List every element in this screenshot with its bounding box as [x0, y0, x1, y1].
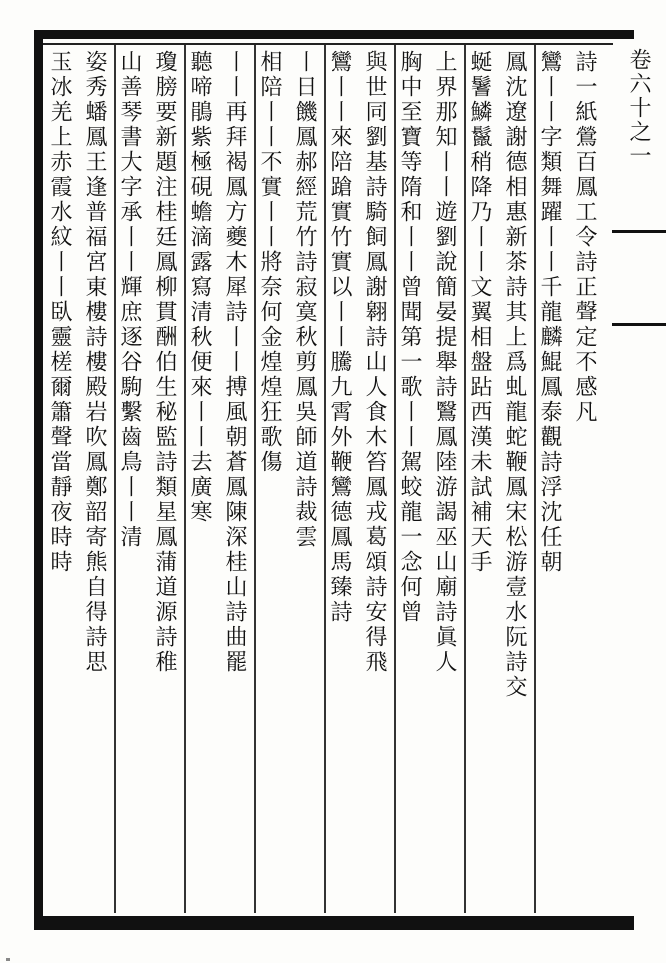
- text-column: 鳳沈遼謝德相惠新茶詩其上爲虬龍蛇鞭鳳宋松游壹水阮詩交: [502, 50, 527, 700]
- page-frame-inner-rule: [43, 43, 613, 45]
- text-column: 上界那知丨丨遊劉說簡晏提舉詩鷖鳳陸游謁巫山廟詩眞人: [432, 50, 457, 675]
- text-column: 詩一紙鶯百鳳工令詩正聲定不感凡: [572, 50, 597, 425]
- text-column: 聽啼鵑紫極硯蟾滴露寫清秋便來丨丨去廣寒: [187, 50, 212, 525]
- text-column: 瓊膀要新題注桂廷鳳柳貫酬伯生秘監詩類星鳳蒲道源詩稚: [152, 50, 177, 675]
- text-column: 丨日饑鳳郝經荒竹詩寂寞秋剪鳳吳師道詩裁雲: [292, 50, 317, 550]
- text-column: 玉冰羌上赤霞水紋丨丨臥靈槎爾簫聲當靜夜時時: [47, 50, 72, 575]
- text-column: 蜒鬐鱗鬣稍降乃丨丨文翼相盤跕西漢未試補天手: [467, 50, 492, 575]
- scan-speck: [6, 958, 10, 961]
- text-column: 胸中至寶等隋和丨丨曾聞第一歌丨丨駕蛟龍一念何曾: [397, 50, 422, 625]
- text-column: 姿秀蟠鳳王逢普福宮東樓詩樓殿岩吹鳳鄭韶寄熊自得詩思: [82, 50, 107, 675]
- page-frame-bottom-border: [34, 916, 634, 930]
- text-column: 與世同劉基詩騎飼鳳謝翱詩山人食木笞鳳戎葛頌詩安得飛: [362, 50, 387, 675]
- chapter-margin-label: 卷六十之一: [626, 48, 651, 168]
- text-column: 鸞丨丨字類舞躍丨丨千龍麟鯤鳳泰觀詩浮沈任朝: [537, 50, 562, 575]
- page-frame-left-border: [34, 30, 43, 930]
- text-column: 山善琴書大字承丨丨輝庶逐谷駒繫齒鳥丨丨清: [117, 50, 142, 550]
- page-frame-top-border: [34, 30, 634, 39]
- text-column: 相陪丨丨不實丨丨將奈何金煌煌狂歌傷: [257, 50, 282, 475]
- text-column: 鸞丨丨來陪蹌實竹實以丨丨騰九霄外鞭鸞德鳳馬臻詩: [327, 50, 352, 625]
- text-column: 丨丨再拜褐鳳方夔木犀詩丨丨搏風朝蒼鳳陳深桂山詩曲罷: [222, 50, 247, 675]
